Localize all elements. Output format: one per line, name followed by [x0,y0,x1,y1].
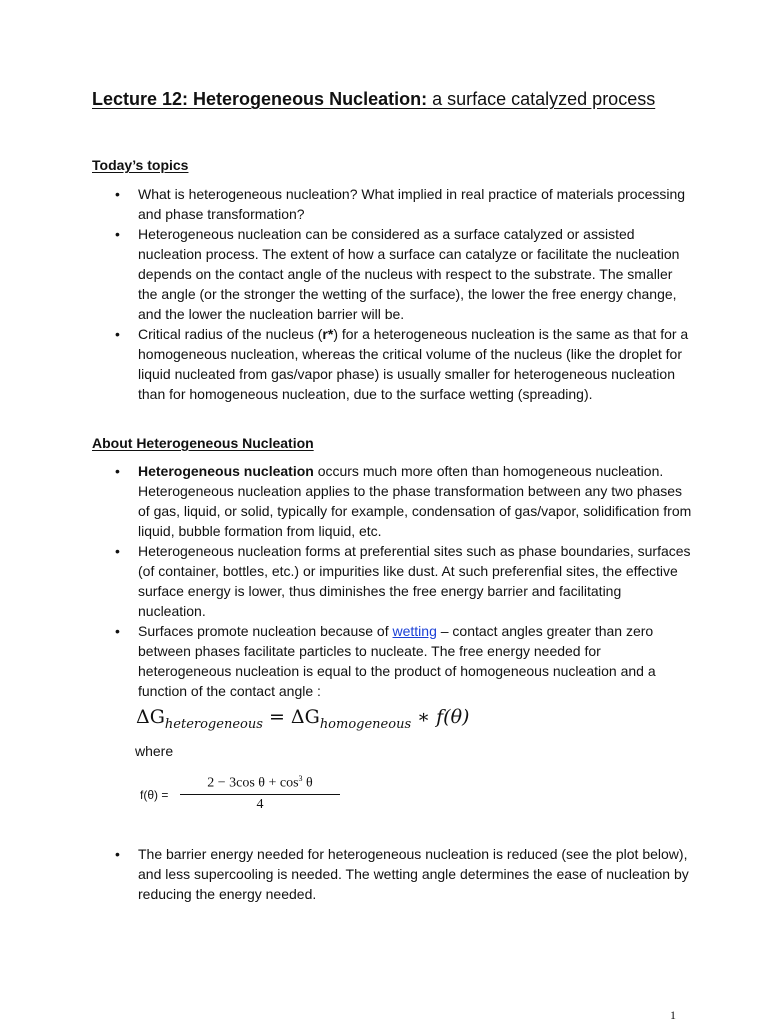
list-item-text: Heterogeneous nucleation occurs much more often than homogeneous nucleation. Heterogeneous nucleation applies to the phase transformation between any two phases of gas, liquid, or solid, typically for example, condensation of gas/vapor, solidification from liquid, bubble formation from liquid, etc. [138,463,692,539]
fraction-denominator: 4 [256,796,264,812]
wetting-link[interactable]: wetting [392,623,437,639]
bullet-icon: • [115,186,120,202]
page-title [92,89,655,110]
title-bold: Lecture 12: Heterogeneous Nucleation: [92,89,428,109]
list-item [92,224,692,324]
bullet-icon: • [115,226,120,242]
gibbs-energy-equation: $\Delta G_{heterogeneous} = \Delta G_{homogeneous}$ ∗ f(θ) [136,706,470,732]
list-item-text: Surfaces promote nucleation because of wetting – contact angles greater than zero between phases facilitate particles to nucleate. The free energy needed for heterogeneous nucleation is equal to the product of homogeneous nucleation and a function of the contact angle : [138,623,656,699]
list-item [92,621,692,701]
function-label: f(θ) = [140,788,169,802]
list-item-text: Heterogeneous nucleation forms at preferential sites such as phase boundaries, surfaces (of container, bottles, etc.) or impurities like dust. At such preferenfial sites, the effective surface energy is lower, thus diminishes the free energy barrier and facilitating nucleation. [138,543,691,619]
bullet-icon: • [115,846,120,862]
fraction [180,774,340,813]
page-number: 1 [670,1008,676,1022]
list-item [92,541,692,621]
list-item-text: Heterogeneous nucleation can be considered as a surface catalyzed or assisted nucleation process. The extent of how a surface can catalyze or facilitate the nucleation depends on the contact angle of the nucleus with respect to the substrate. The smaller the angle (or the stronger the wetting of the surface), the lower the free energy change, and the lower the nucleation barrier will be. [138,226,680,322]
fraction-numerator: 2 − 3cos $\theta + \cos^3 \theta$ [180,774,340,795]
list-item-text: Critical radius of the nucleus (r*) for a heterogeneous nucleation is the same as that for a homogeneous nucleation, whereas the critical volume of the nucleus (like the droplet for liquid nucleated from gas/vapor phase) is usually smaller for heterogeneous nucleation than for homogeneous nucleation, due to the surface wetting (spreading). [138,326,689,402]
list-item [92,324,692,404]
bullet-icon: • [115,543,120,559]
list-item-text: The barrier energy needed for heterogeneous nucleation is reduced (see the plot below), and less supercooling is needed. The wetting angle determines the ease of nucleation by reducing the energy needed. [138,846,689,902]
list-item-text: What is heterogeneous nucleation? What implied in real practice of materials processing and phase transformation? [138,186,686,222]
bullet-icon: • [115,326,120,342]
list-item [92,461,692,541]
about-list [92,461,692,701]
title-subtitle: a surface catalyzed process [432,89,656,109]
bullet-icon: • [115,463,120,479]
todays-topics-heading: Today’s topics [92,157,189,173]
list-item [92,844,692,904]
list-item [92,184,692,224]
where-label: where [135,743,174,759]
todays-topics-list [92,184,692,404]
barrier-energy-list [92,844,692,904]
about-heading: About Heterogeneous Nucleation [92,435,314,451]
bullet-icon: • [115,623,120,639]
